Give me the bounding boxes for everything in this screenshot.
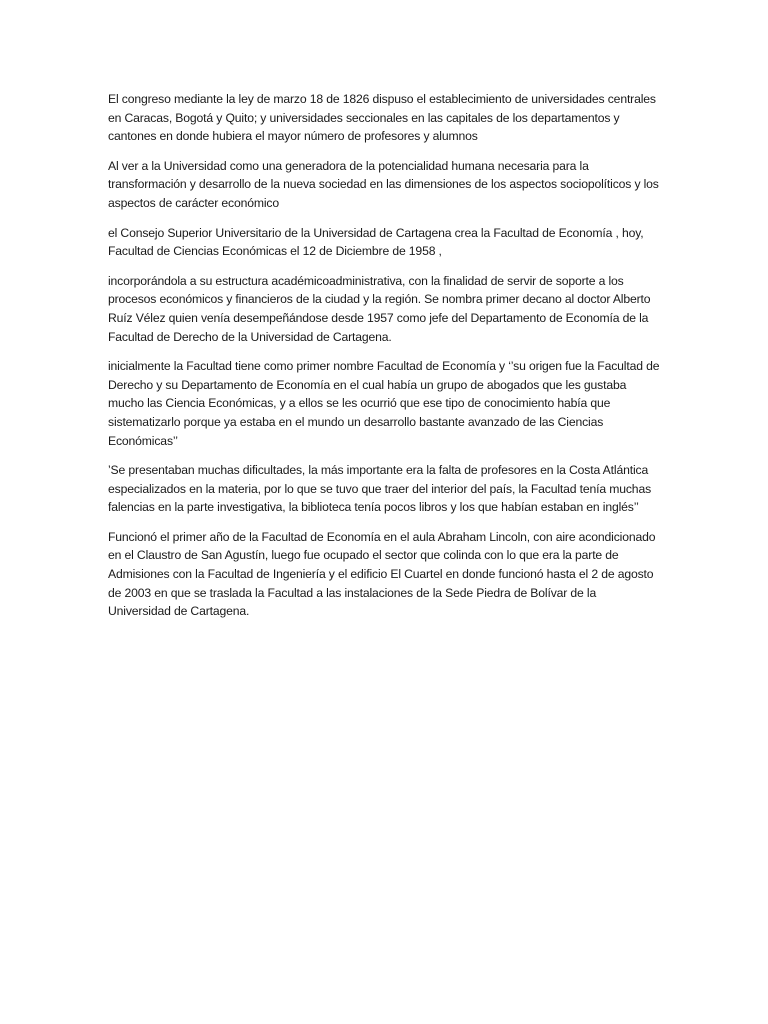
paragraph-2: Al ver a la Universidad como una generadora de la potencialidad humana necesaria para la transformación y desarrollo de la nueva sociedad en las dimensiones de los aspectos sociopolíticos y los aspectos de carácter económico: [108, 158, 659, 210]
paragraph-3: el Consejo Superior Universitario de la Universidad de Cartagena crea la Facultad de Economía , hoy, Facultad de Ciencias Económicas el 12 de Diciembre de 1958 ,: [108, 225, 644, 259]
paragraph-5: inicialmente la Facultad tiene como primer nombre Facultad de Economía y ‘’su origen fue la Facultad de Derecho y su Departamento de Economía en el cual había un grupo de abogados que les gustaba mucho las Ciencia Económicas, y a ellos se les ocurrió que ese tipo de conocimiento había que sistematizarlo porque ya estaba en el mundo un desarrollo bastante avanzado de las Ciencias Económicas’’: [108, 359, 660, 448]
paragraph-1: El congreso mediante la ley de marzo 18 de 1826 dispuso el establecimiento de universidades centrales en Caracas, Bogotá y Quito; y universidades seccionales en las capitales de los departamentos y cantones en donde hubiera el mayor número de profesores y alumnos: [108, 92, 656, 144]
paragraph-4: incorporándola a su estructura académicoadministrativa, con la finalidad de servir de soporte a los procesos económicos y financieros de la ciudad y la región. Se nombra primer decano al doctor Alberto Ruíz Vélez quien venía desempeñándose desde 1957 como jefe del Departamento de Economía de la Facultad de Derecho de la Universidad de Cartagena.: [108, 273, 651, 344]
document-body: [108, 90, 660, 632]
paragraph-6: ’Se presentaban muchas dificultades, la más importante era la falta de profesores en la Costa Atlántica especializados en la materia, por lo que se tuvo que traer del interior del país, la Facultad tenía muchas falencias en la parte investigativa, la biblioteca tenía pocos libros y los que habían estaban en inglés’’: [108, 463, 652, 515]
paragraph-7: Funcionó el primer año de la Facultad de Economía en el aula Abraham Lincoln, con aire acondicionado en el Claustro de San Agustín, luego fue ocupado el sector que colinda con lo que era la parte de Admisiones con la Facultad de Ingeniería y el edificio El Cuartel en donde funcionó hasta el 2 de agosto de 2003 en que se traslada la Facultad a las instalaciones de la Sede Piedra de Bolívar de la Universidad de Cartagena.: [108, 529, 656, 619]
